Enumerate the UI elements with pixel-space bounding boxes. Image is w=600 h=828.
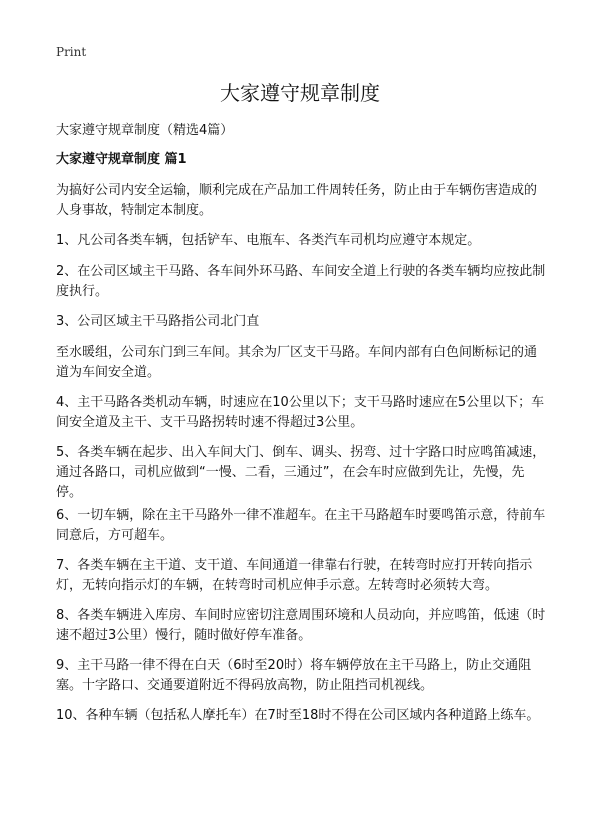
paragraph-10: 10、各种车辆（包括私人摩托车）在7时至18时不得在公司区域内各种道路上练车。 xyxy=(56,708,540,723)
paragraph-3: 3、公司区域主干马路指公司北门直 xyxy=(56,314,260,329)
print-label: Print xyxy=(56,45,87,59)
section-heading: 大家遵守规章制度 篇1 xyxy=(56,152,187,167)
paragraph-intro: 为搞好公司内安全运输，顺利完成在产品加工件周转任务，防止由于车辆伤害造成的人身事故，特制定本制度。 xyxy=(56,183,538,218)
paragraph-9: 9、主干马路一律不得在白天（6时至20时）将车辆停放在主干马路上，防止交通阻塞。十字路口、交通要道附近不得码放高物，防止阻挡司机视线。 xyxy=(56,658,532,693)
paragraph-8: 8、各类车辆进入库房、车间时应密切注意周围环境和人员动向，并应鸣笛，低速（时速不超过3公里）慢行，随时做好停车准备。 xyxy=(56,608,546,643)
document-subtitle: 大家遵守规章制度（精选4篇） xyxy=(56,123,234,138)
paragraph-1: 1、凡公司各类车辆，包括铲车、电瓶车、各类汽车司机均应遵守本规定。 xyxy=(56,233,481,248)
paragraph-7: 7、各类车辆在主干道、支干道、车间通道一律靠右行驶，在转弯时应打开转向指示灯，无转向指示灯的车辆，在转弯时司机应伸手示意。左转弯时必须转大弯。 xyxy=(56,558,533,593)
document-title: 大家遵守规章制度 xyxy=(220,81,380,105)
paragraph-6: 6、一切车辆，除在主干马路外一律不准超车。在主干马路超车时要鸣笛示意，待前车同意后，方可超车。 xyxy=(56,508,546,543)
paragraph-3-continued: 至水暖组，公司东门到三车间。其余为厂区支干马路。车间内部有白色间断标记的通道为车间安全道。 xyxy=(56,345,538,380)
paragraph-5: 5、各类车辆在起步、出入车间大门、倒车、调头、拐弯、过十字路口时应鸣笛减速，通过各路口，司机应做到“一慢、二看，三通过”，在会车时应做到先让，先慢，先停。 xyxy=(56,445,546,500)
paragraph-4: 4、主干马路各类机动车辆，时速应在10公里以下；支干马路时速应在5公里以下；车间安全道及主干、支干马路拐转时速不得超过3公里。 xyxy=(56,395,545,430)
paragraph-2: 2、在公司区域主干马路、各车间外环马路、车间安全道上行驶的各类车辆均应按此制度执行。 xyxy=(56,264,546,299)
